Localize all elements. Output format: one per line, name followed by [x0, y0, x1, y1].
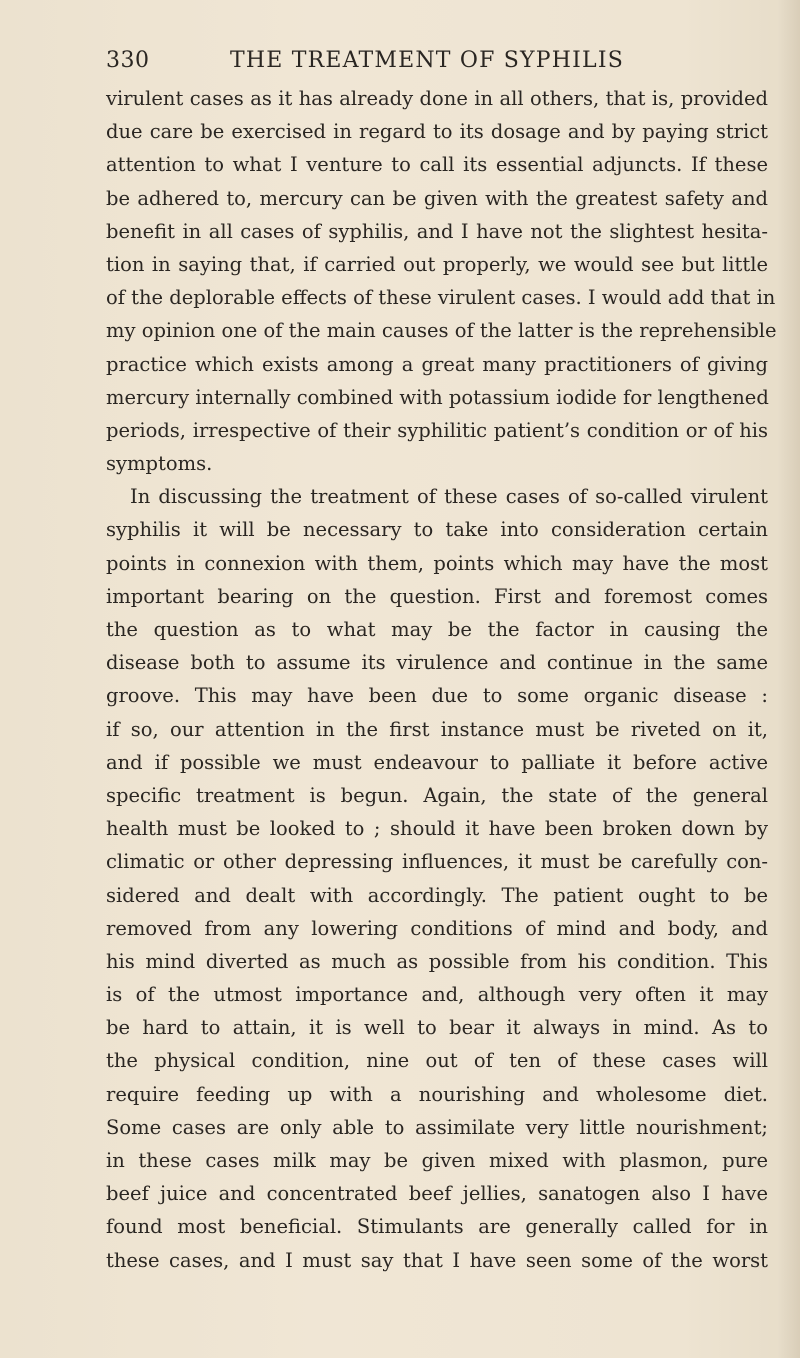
text-line: is of the utmost importance and, although very often it may	[106, 983, 768, 1007]
text-line: specific treatment is begun. Again, the state of the general	[106, 783, 768, 807]
text-line: practice which exists among a great many practitioners of giving	[106, 352, 768, 376]
text-line: if so, our attention in the first instance must be riveted on it,	[106, 717, 768, 741]
text-line: In discussing the treatment of these cases of so-called virulent	[130, 485, 768, 509]
text-line: of the deplorable effects of these virulent cases. I would add that in	[106, 286, 776, 310]
text-line: be adhered to, mercury can be given with the greatest safety and	[106, 186, 768, 210]
text-line: beef juice and concentrated beef jellies, sanatogen also I have	[106, 1182, 768, 1206]
running-head: THE TREATMENT OF SYPHILIS	[230, 48, 625, 73]
text-line: the question as to what may be the factor in causing the	[106, 618, 768, 641]
text-line: groove. This may have been due to some organic disease :	[106, 684, 768, 708]
text-line: in these cases milk may be given mixed with plasmon, pure	[106, 1149, 768, 1172]
text-line: periods, irrespective of their syphilitic patient’s condition or of his	[106, 418, 768, 442]
text-line: the physical condition, nine out of ten of these cases will	[106, 1049, 768, 1073]
text-line: removed from any lowering conditions of mind and body, and	[106, 916, 768, 940]
text-line: symptoms.	[106, 452, 213, 476]
text-line: sidered and dealt with accordingly. The patient ought to be	[106, 883, 768, 907]
text-line: syphilis it will be necessary to take into consideration certain	[106, 518, 768, 542]
page-number: 330	[106, 48, 150, 73]
text-line: be hard to attain, it is well to bear it always in mind. As to	[106, 1016, 768, 1040]
text-line: health must be looked to ; should it have been broken down by	[106, 817, 768, 841]
text-line: Some cases are only able to assimilate very little nourishment;	[106, 1115, 768, 1139]
text-line: these cases, and I must say that I have seen some of the worst	[106, 1248, 768, 1272]
text-line: his mind diverted as much as possible from his condition. This	[106, 949, 768, 973]
text-line: important bearing on the question. First and foremost comes	[106, 584, 768, 608]
text-line: tion in saying that, if carried out properly, we would see but little	[106, 252, 768, 276]
text-line: require feeding up with a nourishing and wholesome diet.	[106, 1082, 768, 1106]
text-line: points in connexion with them, points which may have the most	[106, 551, 768, 575]
text-line: found most beneficial. Stimulants are generally called for in	[106, 1215, 768, 1239]
text-line: due care be exercised in regard to its dosage and by paying strict	[106, 120, 768, 144]
text-line: virulent cases as it has already done in all others, that is, provided	[106, 87, 768, 110]
page-edge-shadow	[778, 0, 800, 1358]
text-line: disease both to assume its virulence and continue in the same	[106, 651, 768, 675]
text-line: climatic or other depressing influences, it must be carefully con-	[106, 850, 768, 874]
text-line: benefit in all cases of syphilis, and I have not the slightest hesita-	[106, 219, 768, 243]
text-line: my opinion one of the main causes of the latter is the reprehensible	[106, 319, 777, 343]
body-text	[106, 82, 777, 1277]
text-line: mercury internally combined with potassium iodide for lengthened	[106, 385, 769, 409]
text-line: attention to what I venture to call its essential adjuncts. If these	[106, 153, 768, 177]
text-line: and if possible we must endeavour to palliate it before active	[106, 750, 768, 774]
